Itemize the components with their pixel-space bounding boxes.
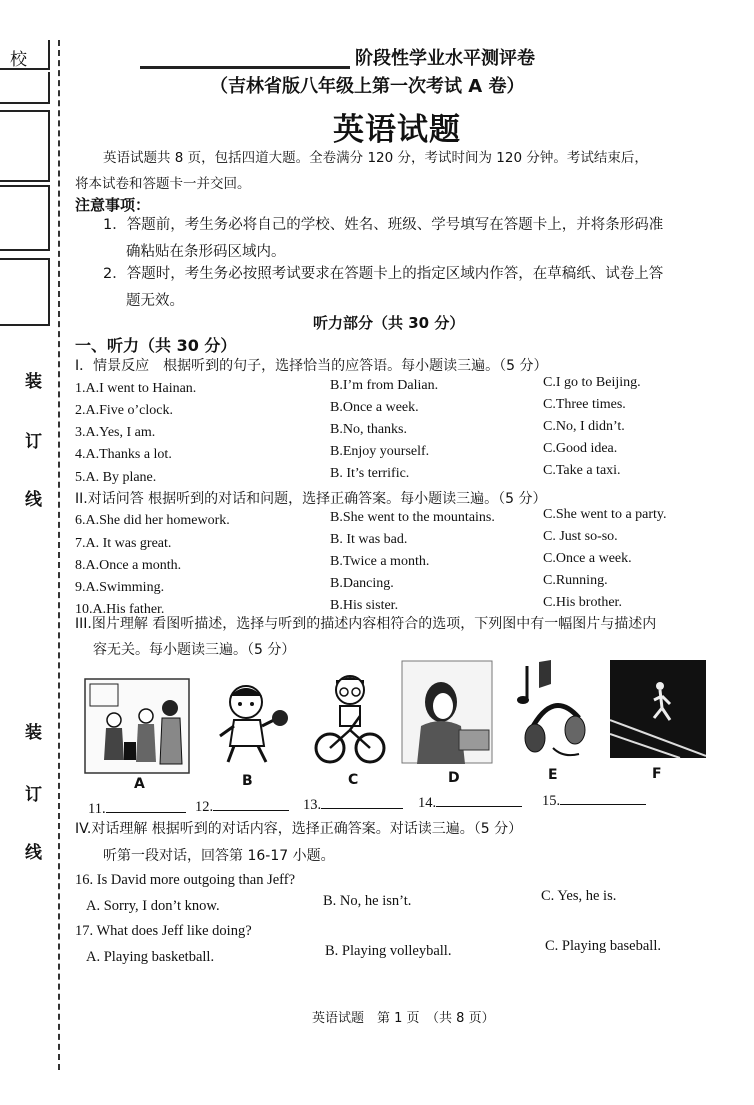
intro-line2: 将本试卷和答题卡一并交回。 [75,176,251,192]
q4-option-c: C.Good idea. [543,441,618,456]
q9-option-a: 9.A.Swimming. [75,580,165,595]
binding-char-2: 订 [25,432,42,452]
q5-option-b: B. It’s terrific. [330,466,410,481]
q3-option-b: B.No, thanks. [330,422,407,437]
q16-option-c: C. Yes, he is. [541,888,617,904]
q8-option-a: 8.A.Once a month. [75,558,182,573]
answer-blank-14-number: 14. [418,795,437,811]
name-field-box [0,72,50,104]
part4-instruction: IV.对话理解 根据听到的对话内容，选择正确答案。对话读三遍。（5 分） [75,821,523,837]
picture-f-runner-on-track [610,660,706,758]
part3-instruction-line1: III.图片理解 看图听描述，选择与听到的描述内容相符合的选项，下列图中有一幅图片与描述内 [75,616,657,632]
picture-a-label: A [134,776,145,792]
notes-heading: 注意事项： [75,196,151,214]
q8-option-c: C.Once a week. [543,551,632,566]
q7-option-b: B. It was bad. [330,532,408,547]
answer-blank-15[interactable] [542,792,646,810]
q6-option-a: 6.A.She did her homework. [75,513,230,528]
binding-line [58,40,60,1070]
q6-option-c: C.She went to a party. [543,507,667,522]
q10-option-a: 10.A.His father. [75,602,165,617]
answer-blank-13[interactable] [303,796,403,814]
school-label: 校 [10,50,27,70]
q2-option-c: C.Three times. [543,397,626,412]
picture-b-ping-pong-player [208,680,290,764]
listening-part-title: 听力部分（共 30 分） [313,314,465,332]
part2-instruction: II.对话问答 根据听到的对话和问题，选择正确答案。每小题读三遍。（5 分） [75,491,547,507]
q6-option-b: B.She went to the mountains. [330,510,495,525]
answer-blank-12[interactable] [195,798,289,816]
picture-e-music-headphones [513,658,593,764]
q5-option-c: C.Take a taxi. [543,463,621,478]
q16-option-a: A. Sorry, I don’t know. [86,898,220,914]
picture-a-people-at-airport [84,678,190,774]
picture-e-label: E [548,767,558,783]
answer-blank-11-number: 11. [88,801,106,817]
picture-c-label: C [348,772,359,788]
notes-item1-line2: 确粘贴在条形码区域内。 [126,244,286,260]
q3-option-a: 3.A.Yes, I am. [75,425,156,440]
picture-b-label: B [242,773,253,789]
subject-title: 英语试题 [333,112,461,148]
title-underline [140,66,350,69]
q8-option-b: B.Twice a month. [330,554,430,569]
q16-option-b: B. No, he isn’t. [323,893,412,909]
picture-d-label: D [448,770,460,786]
binding-char-3: 线 [25,490,42,510]
id-field-box [0,185,50,251]
q4-option-a: 4.A.Thanks a lot. [75,447,172,462]
part1-instruction: I．情景反应 根据听到的句子，选择恰当的应答语。每小题读三遍。（5 分） [75,358,548,374]
q10-option-c: C.His brother. [543,595,622,610]
binding-char-1: 装 [25,372,42,392]
notes-item1-line1: 1．答题前，考生务必将自己的学校、姓名、班级、学号填写在答题卡上，并将条形码准 [103,217,664,233]
header-title-line1: 阶段性学业水平测评卷 [355,48,535,69]
q7-option-a: 7.A. It was great. [75,536,172,551]
page-footer: 英语试题 第 1 页 （共 8 页） [312,1011,495,1026]
header-title-line2: （吉林省版八年级上第一次考试 A 卷） [210,76,525,97]
intro-line1: 英语试题共 8 页，包括四道大题。全卷满分 120 分，考试时间为 120 分钟。考试结束后， [103,150,648,166]
picture-d-girl-with-headphones [401,660,493,764]
q2-option-b: B.Once a week. [330,400,419,415]
answer-blank-12-number: 12. [195,799,214,815]
q7-option-c: C. Just so-so. [543,529,618,544]
picture-f-label: F [652,766,662,782]
notes-item2-line1: 2．答题时，考生务必按照考试要求在答题卡上的指定区域内作答，在草稿纸、试卷上答 [103,266,664,282]
q1-option-c: C.I go to Beijing. [543,375,641,390]
q2-option-a: 2.A.Five o’clock. [75,403,173,418]
answer-blank-14[interactable] [418,794,522,812]
listening-section-title: 一、听力（共 30 分） [75,336,237,355]
part3-instruction-line2: 容无关。每小题读三遍。（5 分） [93,642,296,658]
q5-option-a: 5.A. By plane. [75,470,157,485]
q17-stem: 17. What does Jeff like doing? [75,923,252,939]
q9-option-c: C.Running. [543,573,608,588]
picture-c-boy-on-bicycle [314,672,386,768]
answer-blank-11[interactable] [88,800,186,818]
answer-blank-13-number: 13. [303,797,322,813]
notes-item2-line2: 题无效。 [126,293,184,309]
binding-char-4: 装 [25,723,42,743]
q17-option-c: C. Playing baseball. [545,938,661,954]
part4-subinstruction: 听第一段对话，回答第 16-17 小题。 [103,848,335,864]
answer-blank-15-number: 15. [542,793,561,809]
binding-char-5: 订 [25,785,42,805]
q17-option-b: B. Playing volleyball. [325,943,452,959]
class-field-box [0,110,50,182]
q4-option-b: B.Enjoy yourself. [330,444,430,459]
binding-char-6: 线 [25,843,42,863]
seat-field-box [0,258,50,326]
q10-option-b: B.His sister. [330,598,399,613]
q17-option-a: A. Playing basketball. [86,949,215,965]
q9-option-b: B.Dancing. [330,576,394,591]
q16-stem: 16. Is David more outgoing than Jeff? [75,872,296,888]
q3-option-c: C.No, I didn’t. [543,419,625,434]
q1-option-a: 1.A.I went to Hainan. [75,381,197,396]
q1-option-b: B.I’m from Dalian. [330,378,439,393]
